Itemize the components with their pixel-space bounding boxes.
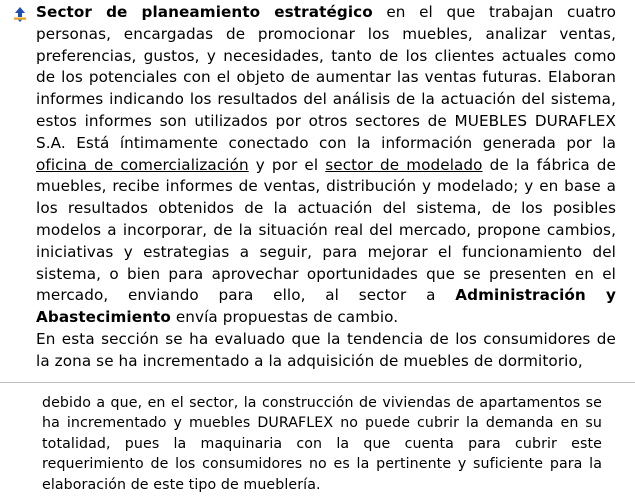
link-sector-modelado[interactable]: sector de modelado <box>325 155 483 174</box>
body-text-b: y por el <box>248 155 326 174</box>
blue-diamond-arrow-icon <box>12 6 28 22</box>
page-divider <box>0 382 635 383</box>
body-text-d: envía propuestas de cambio. <box>170 308 399 327</box>
body-text-a: en el que trabajan cuatro personas, encargadas de promocionar los muebles, analizar ventas, preferencias, gustos, y necesidades, tanto de los clientes actuales como de los potenciales con el objeto de aumentar las ventas futuras. Elaboran informes indicando los resultados del análisis de la actuación del sistema, estos informes son utilizados por otros sectores de MUEBLES DURAFLEX S.A. Está íntimamente conectado con la información generada por la <box>36 3 616 152</box>
paragraph-2: En esta sección se ha evaluado que la tendencia de los consumidores de la zona se ha incrementado a la adquisición de muebles de dormitorio, <box>36 329 616 370</box>
bold-administracion: Administración y Abastecimiento <box>36 286 616 327</box>
link-oficina-comercializacion[interactable]: oficina de comercialización <box>36 155 249 174</box>
body-text-c: de la fábrica de muebles, recibe informes de ventas, distribución y modelado; y en base a los resultados obtenidos de la actuación del sistema, de los posibles modelos a incorporar, de la situación real del mercado, propone cambios, iniciativas y estrategias a seguir, para mejorar el funcionamiento del sistema, o bien para aprovechar oportunidades que se presenten en el mercado, enviando para ello, al sector a <box>36 155 616 305</box>
continuation-text: debido a que, en el sector, la construcción de viviendas de apartamentos se ha incrementado y muebles DURAFLEX no puede cubrir la demanda en su totalidad, pues la maquinaria con la que cuenta para cubrir este requerimiento de los consumidores no es la pertinente y suficiente para la elaboración de este tipo de mueblería. <box>42 395 602 493</box>
section-text <box>36 2 616 373</box>
section-title: Sector de planeamiento estratégico <box>36 3 373 21</box>
